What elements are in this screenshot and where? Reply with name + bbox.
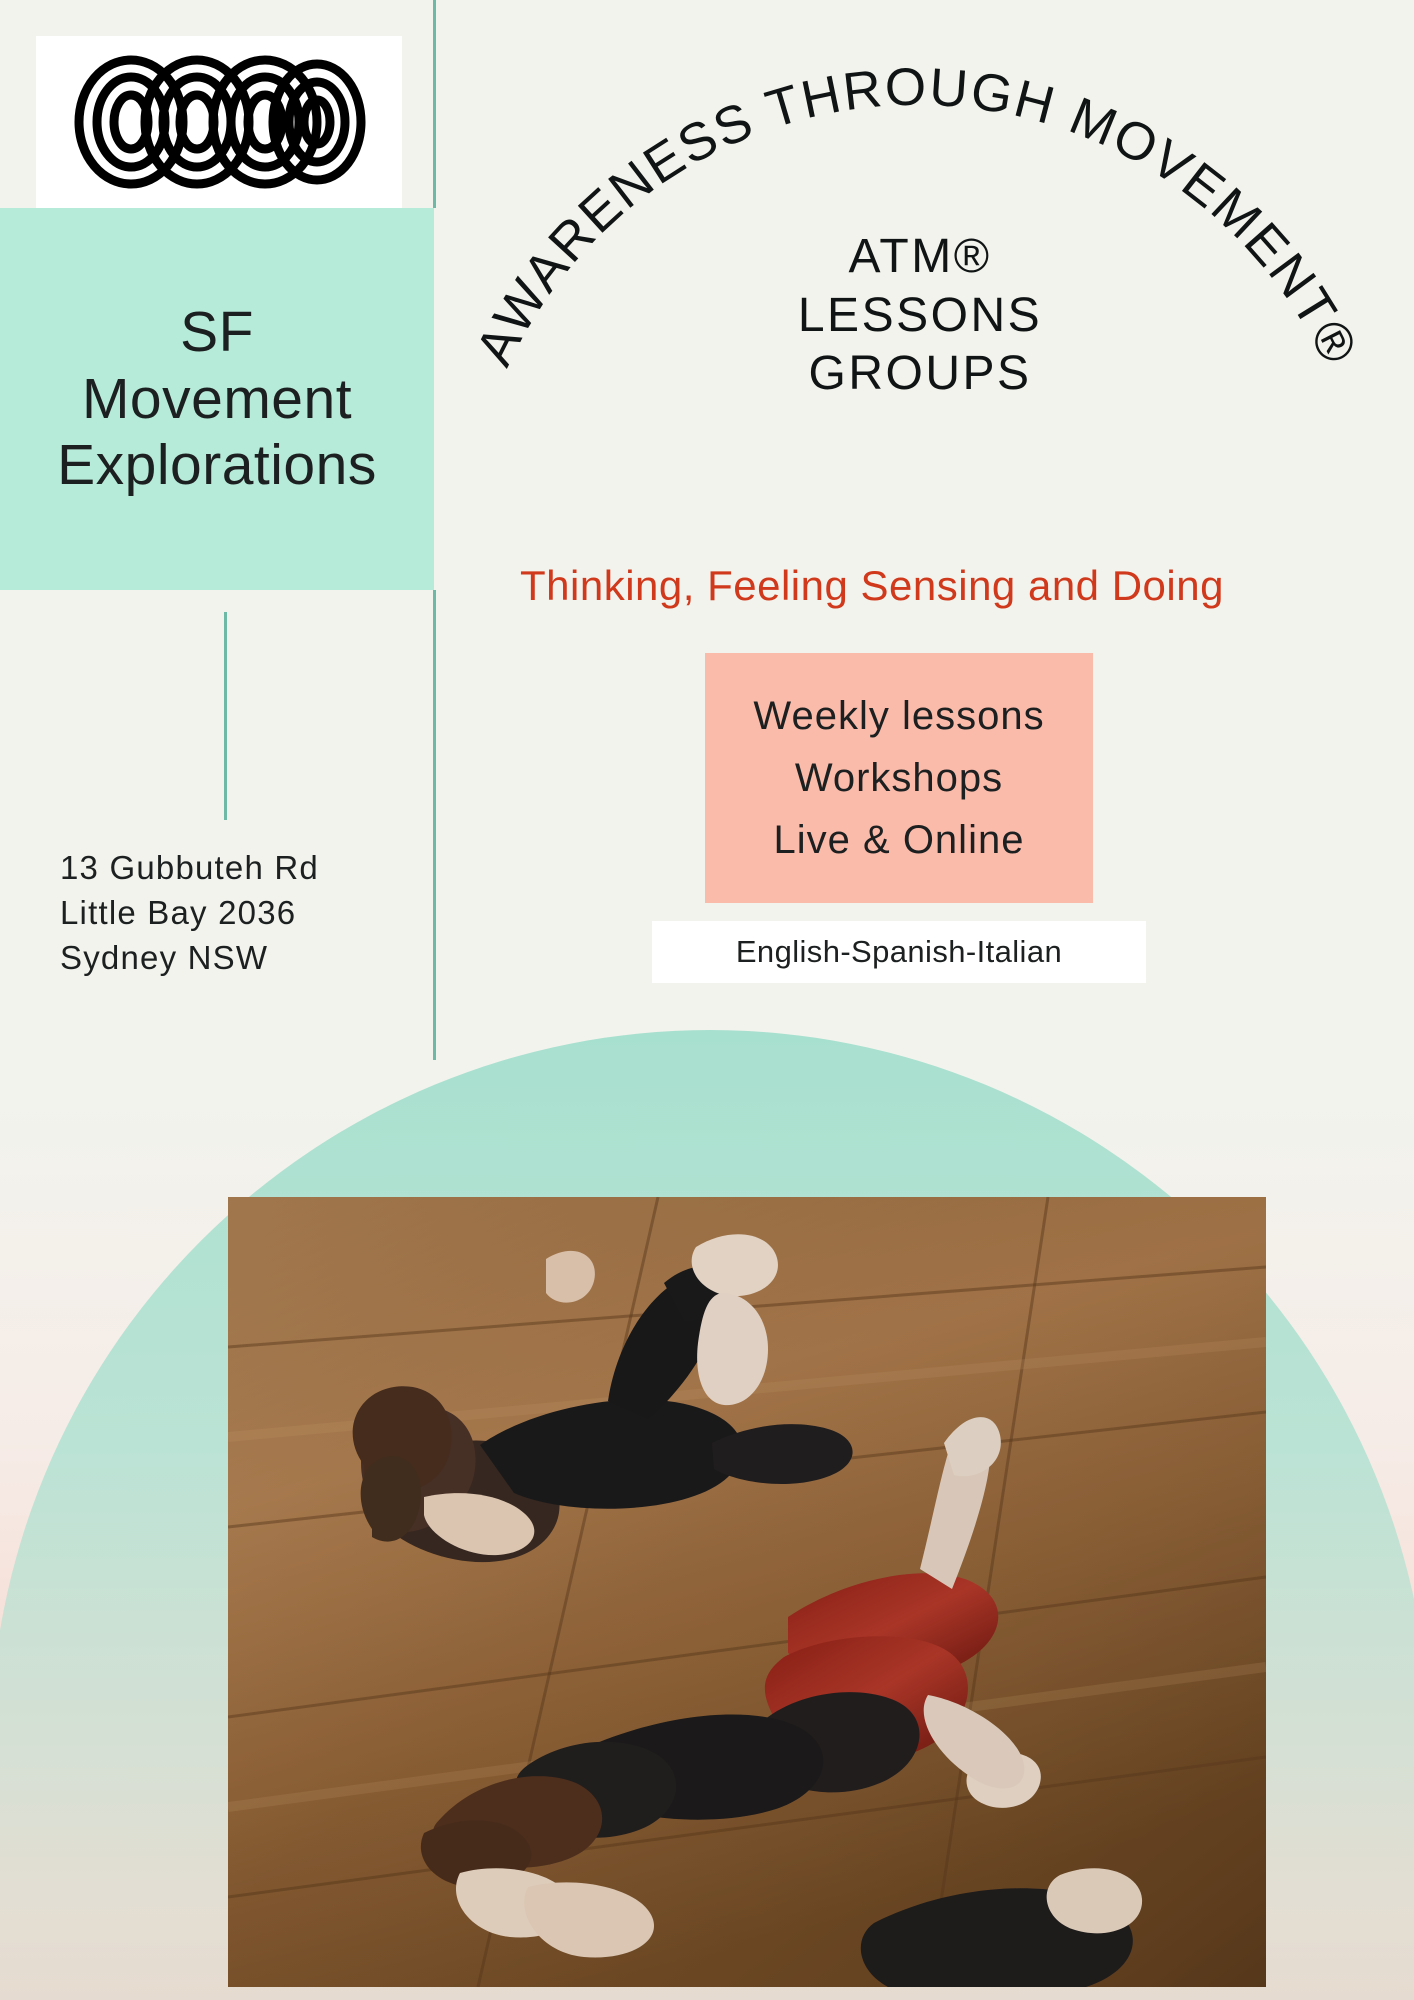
atm-line-2: LESSONS	[797, 288, 1043, 342]
offer-line-3: Live & Online	[773, 818, 1025, 862]
address-line-1: 13 Gubbuteh Rd	[60, 849, 319, 886]
title-line-2: Movement	[81, 366, 353, 431]
arc-headline-text: AWARENESS THROUGH MOVEMENT®	[464, 57, 1370, 375]
atm-heading-block	[640, 228, 1200, 404]
offer-line-2: Workshops	[794, 756, 1004, 800]
atm-line-3: GROUPS	[808, 347, 1032, 401]
address-block	[60, 845, 430, 981]
title-line-3: Explorations	[57, 433, 377, 498]
studio-photo	[228, 1197, 1266, 1987]
tagline-text: Thinking, Feeling Sensing and Doing	[520, 562, 1224, 609]
offer-line-1: Weekly lessons	[753, 694, 1045, 738]
organisation-title-block	[0, 208, 434, 590]
logo-container	[36, 36, 402, 208]
address-line-2: Little Bay 2036	[60, 894, 297, 932]
atm-line-1: ATM®	[848, 230, 992, 283]
divider-vertical-top	[433, 0, 436, 208]
offer-box	[705, 653, 1093, 903]
address-line-3: Sydney NSW	[60, 939, 269, 977]
divider-vertical-right	[433, 590, 436, 1060]
languages-badge: English-Spanish-Italian	[652, 921, 1146, 983]
divider-vertical-middle	[224, 612, 227, 820]
title-line-1: SF	[180, 299, 254, 364]
feldenkrais-rings-logo-icon	[69, 52, 369, 192]
